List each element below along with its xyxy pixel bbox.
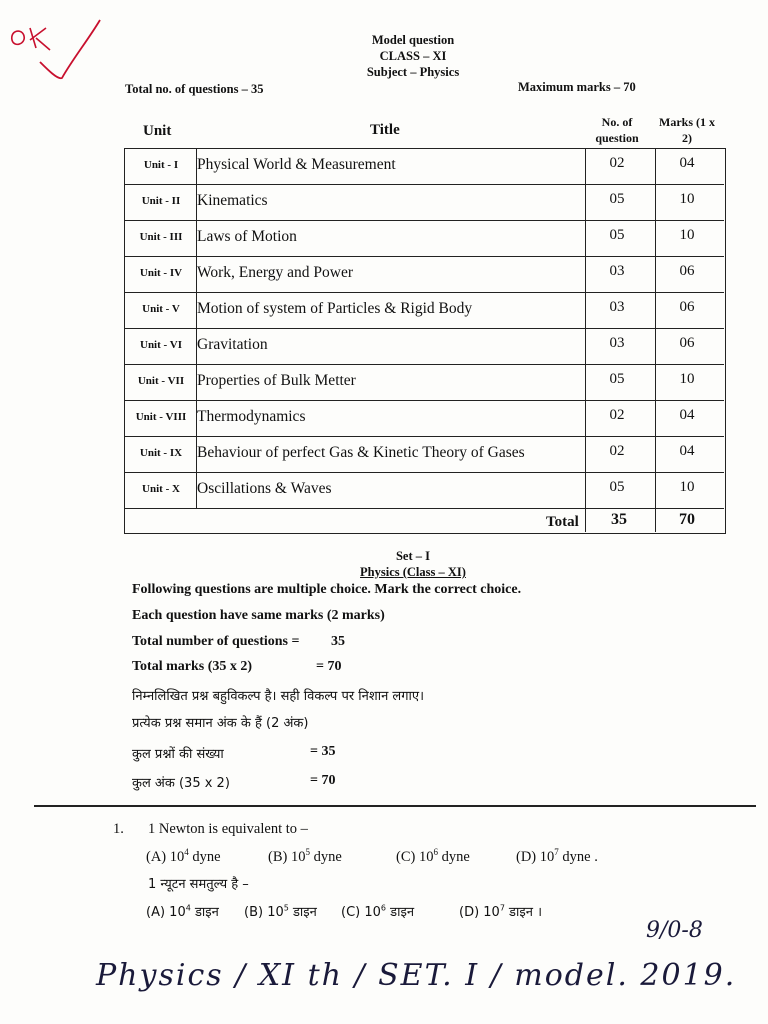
- unit-cell: Unit - I: [143, 159, 179, 171]
- total-questions-text: Total no. of questions – 35: [125, 82, 264, 96]
- marks-cell: 10: [679, 479, 695, 495]
- title-cell: Behaviour of perfect Gas & Kinetic Theory of Gases: [197, 444, 525, 461]
- question-text: 1 Newton is equivalent to –: [148, 821, 308, 837]
- title-cell: Motion of system of Particles & Rigid Body: [197, 300, 473, 317]
- option-c-hindi: (C) $10^6$ डाइन: [341, 903, 415, 920]
- title-cell: Laws of Motion: [197, 228, 297, 245]
- marks-cell: 04: [679, 443, 695, 459]
- questions-cell: 03: [609, 335, 625, 351]
- maximum-marks-text: Maximum marks – 70: [518, 80, 636, 94]
- table-divider: [124, 508, 724, 509]
- instruction-value: 35: [331, 634, 345, 649]
- question-number: 1.: [113, 821, 124, 837]
- questions-cell: 05: [609, 371, 625, 387]
- questions-cell: 03: [609, 299, 625, 315]
- title-cell: Kinematics: [197, 192, 268, 209]
- unit-cell: Unit - III: [139, 231, 183, 243]
- unit-cell: Unit - X: [142, 483, 180, 495]
- marks-cell: 06: [679, 299, 695, 315]
- option-a: (A) $10^4$ dyne: [146, 847, 221, 865]
- doc-heading: Model question: [371, 33, 455, 47]
- marks-cell: 10: [679, 191, 695, 207]
- instruction-label: Total marks (35 x 2): [132, 659, 253, 674]
- table-row: [124, 400, 724, 436]
- section-divider: [34, 805, 756, 807]
- marks-cell: 04: [679, 407, 695, 423]
- unit-cell: Unit - II: [141, 195, 181, 207]
- option-b-hindi: (B) $10^5$ डाइन: [244, 903, 317, 920]
- unit-cell: Unit - VII: [137, 375, 185, 387]
- questions-cell: 02: [609, 407, 625, 423]
- unit-cell: Unit - VIII: [135, 411, 187, 423]
- instruction-value: = 70: [316, 659, 342, 674]
- marks-cell: 10: [679, 371, 695, 387]
- total-questions-cell: 35: [611, 511, 627, 528]
- table-row: [124, 220, 724, 256]
- title-cell: Physical World & Measurement: [197, 156, 396, 173]
- option-c: (C) $10^6$ dyne: [396, 847, 470, 865]
- subject-heading: Subject – Physics: [366, 65, 460, 79]
- marks-cell: 04: [679, 155, 695, 171]
- total-label: Total: [546, 514, 579, 530]
- table-row: [124, 148, 724, 184]
- hindi-instruction: प्रत्येक प्रश्न समान अंक के हैं (2 अंक): [132, 716, 309, 731]
- title-cell: Thermodynamics: [197, 408, 306, 425]
- title-cell: Oscillations & Waves: [197, 480, 332, 497]
- table-row: [124, 292, 724, 328]
- marks-cell: 10: [679, 227, 695, 243]
- unit-cell: Unit - VI: [140, 339, 182, 351]
- marks-cell: 06: [679, 263, 695, 279]
- instruction-label: Total number of questions =: [132, 634, 300, 649]
- title-cell: Work, Energy and Power: [197, 264, 354, 281]
- col-header-questions: No. of question: [595, 115, 639, 145]
- col-header-marks: Marks (1 x 2): [659, 115, 715, 145]
- col-header-title: Title: [370, 122, 400, 138]
- unit-cell: Unit - IX: [139, 447, 183, 459]
- table-row: [124, 328, 724, 364]
- option-d-hindi: (D) $10^7$ डाइन ।: [459, 903, 543, 920]
- instruction-line: Each question have same marks (2 marks): [132, 608, 385, 623]
- table-row: [124, 184, 724, 220]
- set-title: Set – I: [395, 549, 431, 563]
- unit-cell: Unit - V: [142, 303, 180, 315]
- total-marks-cell: 70: [679, 511, 695, 528]
- table-row: [124, 472, 724, 508]
- option-b: (B) $10^5$ dyne: [268, 847, 342, 865]
- option-a-hindi: (A) $10^4$ डाइन: [146, 903, 219, 920]
- hindi-instruction-label: कुल अंक (35 x 2): [132, 776, 230, 791]
- table-row: [124, 364, 724, 400]
- questions-cell: 02: [609, 443, 625, 459]
- reviewer-check-mark: [0, 0, 130, 95]
- handwritten-page-ref: 9/0-8: [646, 918, 703, 943]
- title-cell: Gravitation: [197, 336, 268, 353]
- hindi-instruction-label: कुल प्रश्नों की संख्या: [132, 747, 224, 762]
- hindi-instruction: निम्नलिखित प्रश्न बहुविकल्प है। सही विकल्प पर निशान लगाए।: [132, 689, 425, 704]
- marks-cell: 06: [679, 335, 695, 351]
- questions-cell: 05: [609, 479, 625, 495]
- table-row: [124, 436, 724, 472]
- questions-cell: 02: [609, 155, 625, 171]
- set-subtitle: Physics (Class – XI): [360, 565, 466, 579]
- table-row: [124, 256, 724, 292]
- class-heading: CLASS – XI: [379, 49, 447, 63]
- question-text-hindi: 1 न्यूटन समतुल्य है –: [148, 877, 249, 892]
- instruction-line: Following questions are multiple choice. Mark the correct choice.: [132, 582, 522, 597]
- col-header-unit: Unit: [143, 123, 172, 139]
- questions-cell: 05: [609, 191, 625, 207]
- unit-cell: Unit - IV: [139, 267, 183, 279]
- title-cell: Properties of Bulk Metter: [197, 372, 356, 389]
- hindi-instruction-value: = 35: [310, 744, 336, 759]
- questions-cell: 03: [609, 263, 625, 279]
- questions-cell: 05: [609, 227, 625, 243]
- handwritten-footer: Physics / XI th / SET. I / model. 2019.: [96, 958, 737, 993]
- hindi-instruction-value: = 70: [310, 773, 336, 788]
- option-d: (D) $10^7$ dyne .: [516, 847, 598, 865]
